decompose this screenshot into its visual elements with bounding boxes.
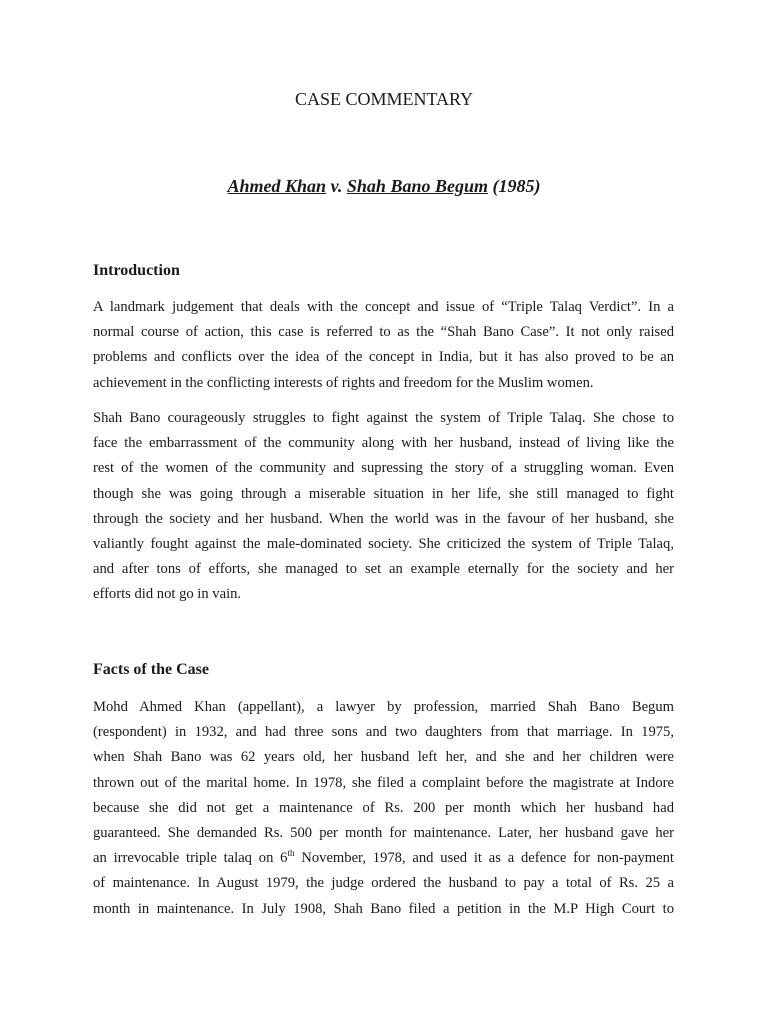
paragraph-line: when Shah Bano was 62 years old, her husband left her, and she and her children were — [93, 749, 674, 766]
ordinal-superscript: th — [287, 848, 295, 859]
paragraph-line: efforts did not go in vain. — [93, 586, 242, 603]
paragraph-line: guaranteed. She demanded Rs. 500 per month for maintenance. Later, her husband gave her — [93, 825, 674, 842]
case-title — [0, 175, 768, 197]
paragraph-line: rest of the women of the community and supressing the story of a struggling woman. Even — [93, 460, 674, 477]
paragraph-line: thrown out of the marital home. In 1978, she filed a complaint before the magistrate at Indore — [93, 774, 674, 791]
introduction-paragraph-1 — [93, 295, 674, 396]
paragraph-line — [93, 846, 674, 871]
paragraph-line: Shah Bano courageously struggles to fight against the system of Triple Talaq. She chose to — [93, 410, 674, 426]
paragraph-line: problems and conflicts over the idea of the concept in India, but it has also proved to be an — [93, 349, 674, 366]
paragraph-line: month in maintenance. In July 1908, Shah Bano filed a petition in the M.P High Court to — [93, 900, 674, 917]
introduction-paragraph-2 — [93, 406, 674, 608]
paragraph-line: Mohd Ahmed Khan (appellant), a lawyer by profession, married Shah Bano Begum — [93, 699, 674, 715]
paragraph-line: normal course of action, this case is referred to as the “Shah Bano Case”. It not only raised — [93, 324, 674, 341]
line-text: an irrevocable triple talaq on 6 — [93, 850, 288, 867]
case-petitioner: Ahmed Khan — [227, 176, 327, 196]
case-versus: v. — [326, 176, 347, 196]
case-respondent: Shah Bano Begum — [346, 176, 488, 196]
facts-paragraph — [93, 695, 674, 922]
document-title: CASE COMMENTARY — [294, 89, 474, 109]
paragraph-line: valiantly fought against the male-dominated society. She criticized the system of Triple Talaq, — [93, 536, 674, 553]
paragraph-line: though she was going through a miserable situation in her life, she still managed to fight — [93, 485, 674, 502]
paragraph-line: and after tons of efforts, she managed to set an example eternally for the society and her — [93, 561, 674, 578]
paragraph-line: through the society and her husband. When the world was in the favour of her husband, she — [93, 510, 674, 527]
facts-heading: Facts of the Case — [93, 661, 209, 678]
paragraph-line: of maintenance. In August 1979, the judge ordered the husband to pay a total of Rs. 25 a — [93, 875, 674, 892]
paragraph-line: (respondent) in 1932, and had three sons and two daughters from that marriage. In 1975, — [93, 724, 674, 741]
paragraph-line: achievement in the conflicting interests of rights and freedom for the Muslim women. — [93, 374, 594, 391]
paragraph-line: because she did not get a maintenance of Rs. 200 per month which her husband had — [93, 799, 674, 816]
line-text: November, 1978, and used it as a defence for non-payment — [294, 850, 674, 867]
case-year: (1985) — [487, 176, 541, 196]
introduction-heading: Introduction — [93, 262, 180, 279]
paragraph-line: face the embarrassment of the community along with her husband, instead of living like the — [93, 435, 674, 452]
paragraph-line: A landmark judgement that deals with the concept and issue of “Triple Talaq Verdict”. In a — [93, 299, 674, 315]
